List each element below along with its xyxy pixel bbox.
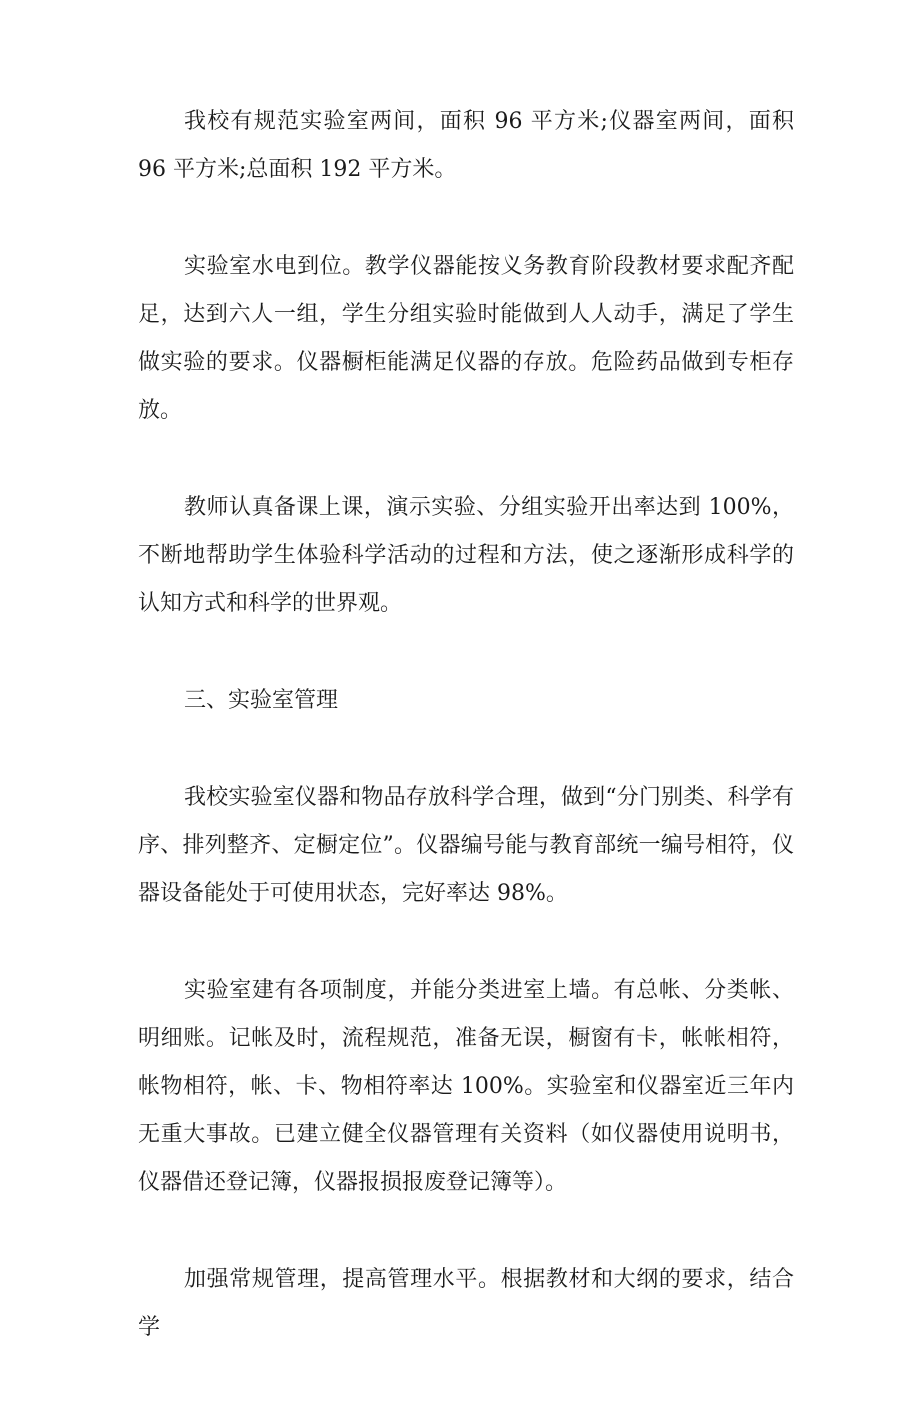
paragraph-lab-area: 我校有规范实验室两间，面积 96 平方米;仪器室两间，面积 96 平方米;总面积 192 平方米。 xyxy=(138,109,794,182)
document-body xyxy=(138,98,794,1401)
paragraph-storage-management: 我校实验室仪器和物品存放科学合理，做到“分门别类、科学有序、排列整齐、定橱定位”。仪器编号能与教育部统一编号相符，仪器设备能处于可使用状态，完好率达 98%。 xyxy=(138,785,794,906)
paragraph-lab-equipment: 实验室水电到位。教学仪器能按义务教育阶段教材要求配齐配足，达到六人一组，学生分组实验时能做到人人动手，满足了学生做实验的要求。仪器橱柜能满足仪器的存放。危险药品做到专柜存放。 xyxy=(138,254,794,423)
paragraph-routine-management: 加强常规管理，提高管理水平。根据教材和大纲的要求，结合学 xyxy=(138,1267,794,1340)
paragraph-records-system: 实验室建有各项制度，并能分类进室上墙。有总帐、分类帐、明细账。记帐及时，流程规范，准备无误，橱窗有卡，帐帐相符，帐物相符，帐、卡、物相符率达 100%。实验室和仪器室近三年内无重大事故。已建立健全仪器管理有关资料（如仪器使用说明书，仪器借还登记簿，仪器报损报废登记簿等）。 xyxy=(138,978,795,1195)
section-heading-lab-management: 三、实验室管理 xyxy=(184,688,339,713)
paragraph-teaching-experiments: 教师认真备课上课，演示实验、分组实验开出率达到 100%，不断地帮助学生体验科学活动的过程和方法，使之逐渐形成科学的认知方式和科学的世界观。 xyxy=(138,495,794,616)
